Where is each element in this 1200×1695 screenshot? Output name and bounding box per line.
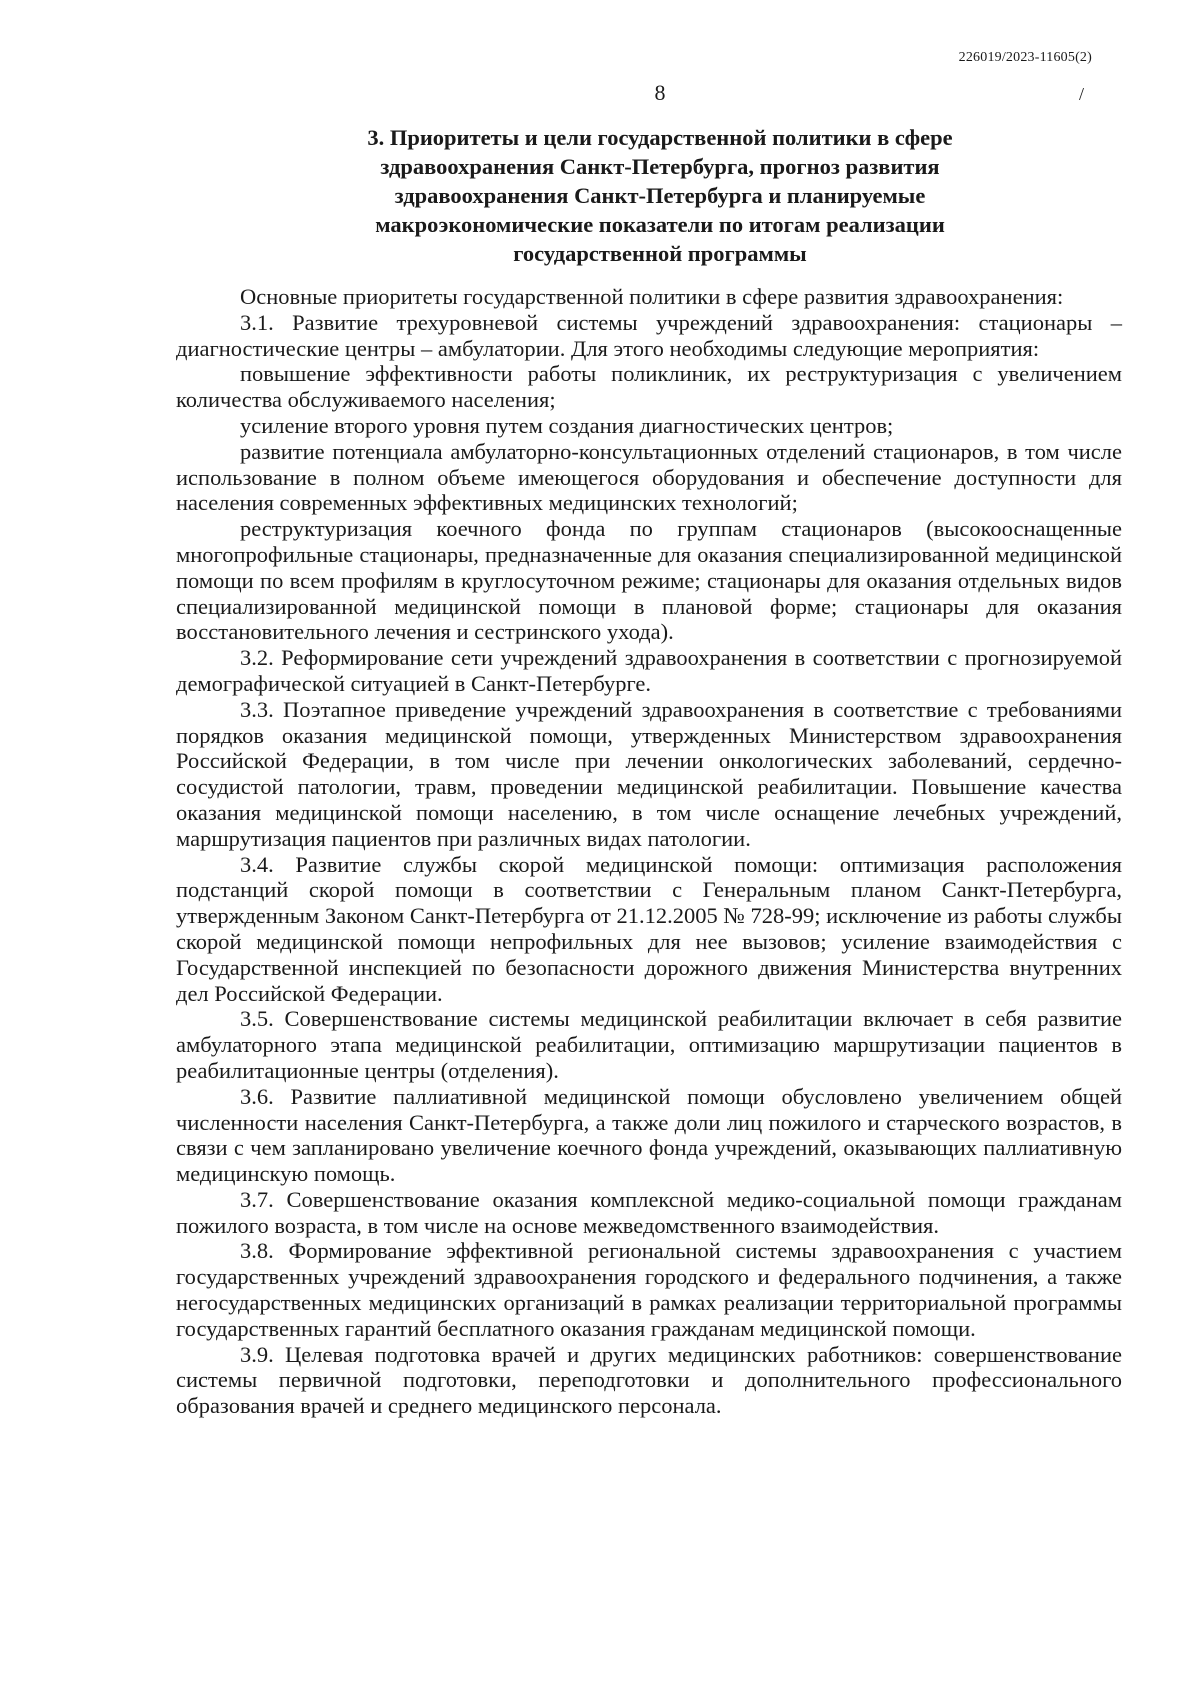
paragraph-3-2: 3.2. Реформирование сети учреждений здравоохранения в соответствии с прогнозируемой демографической ситуацией в Санкт-Петербурге. (176, 645, 1122, 696)
paragraph-3-1-item-2: усиление второго уровня путем создания диагностических центров; (240, 412, 894, 438)
paragraph-3-8: 3.8. Формирование эффективной региональной системы здравоохранения с участием государственных учреждений здравоохранения городского и федерального подчинения, а также негосударственных медицинских организаций в рамках реализации территориальной программы государственных гарантий бесплатного оказания гражданам медицинской помощи. (176, 1238, 1122, 1341)
paragraph-3-1-item-1: повышение эффективности работы поликлиник, их реструктуризация с увеличением количества обслуживаемого населения; (176, 361, 1122, 413)
paragraph-3-6: 3.6. Развитие паллиативной медицинской помощи обусловлено увеличением общей численности населения Санкт-Петербурга, а также доли лиц пожилого и старческого возрастов, в связи с чем запланировано увеличение коечного фонда учреждений, оказывающих паллиативную медицинскую помощь. (176, 1083, 1122, 1187)
margin-mark: / (1078, 84, 1084, 104)
paragraph-3-4: 3.4. Развитие службы скорой медицинской помощи: оптимизация расположения подстанций скорой помощи в соответствии с Генеральным планом Санкт-Петербурга, утвержденным Законом Санкт-Петербурга от 21.12.2005 № 728-99; исключение из работы службы скорой медицинской помощи непрофильных для нее вызовов; усиление взаимодействия с Государственной инспекцией по безопасности дорожного движения Министерства внутренних дел Российской Федерации. (176, 851, 1122, 1006)
document-registration-number: 226019/2023-11605(2) (958, 50, 1092, 65)
paragraph-3-3: 3.3. Поэтапное приведение учреждений здравоохранения в соответствие с требованиями порядков оказания медицинской помощи, утвержденных Министерством здравоохранения Российской Федерации, в том числе при лечении онкологических заболеваний, сердечно-сосудистой патологии, травм, проведении медицинской реабилитации. Повышение качества оказания медицинской помощи населению, в том числе оснащение лечебных учреждений, маршрутизация пациентов при различных видах патологии. (176, 696, 1122, 851)
paragraph-3-9: 3.9. Целевая подготовка врачей и других медицинских работников: совершенствование системы первичной подготовки, переподготовки и дополнительного профессионального образования врачей и среднего медицинского персонала. (176, 1341, 1122, 1419)
paragraph-3-1-item-3: развитие потенциала амбулаторно-консультационных отделений стационаров, в том числе использование в полном объеме имеющегося оборудования и обеспечение доступности для населения современных эффективных медицинских технологий; (176, 438, 1122, 516)
section-title: 3. Приоритеты и цели государственной политики в сфере здравоохранения Санкт-Петербурга, прогноз развития здравоохранения Санкт-Петербурга и планируемые макроэкономические показатели по итогам реализации государственной программы (367, 125, 953, 266)
paragraph-3-7: 3.7. Совершенствование оказания комплексной медико-социальной помощи гражданам пожилого возраста, в том числе на основе межведомственного взаимодействия. (176, 1186, 1122, 1238)
document-body (176, 284, 1122, 1419)
paragraph-3-1-item-4: реструктуризация коечного фонда по группам стационаров (высокооснащенные многопрофильные стационары, предназначенные для оказания специализированной медицинской помощи по всем профилям в круглосуточном режиме; стационары для оказания отдельных видов специализированной медицинской помощи в плановой форме; стационары для оказания восстановительного лечения и сестринского ухода). (176, 516, 1122, 645)
paragraph-intro: Основные приоритеты государственной политики в сфере развития здравоохранения: (240, 284, 1064, 309)
page-number: 8 (654, 80, 666, 105)
paragraph-3-1: 3.1. Развитие трехуровневой системы учреждений здравоохранения: стационары – диагностические центры – амбулатории. Для этого необходимы следующие мероприятия: (176, 309, 1122, 361)
paragraph-3-5: 3.5. Совершенствование системы медицинской реабилитации включает в себя развитие амбулаторного этапа медицинской реабилитации, оптимизацию маршрутизации пациентов в реабилитационные центры (отделения). (176, 1006, 1122, 1083)
